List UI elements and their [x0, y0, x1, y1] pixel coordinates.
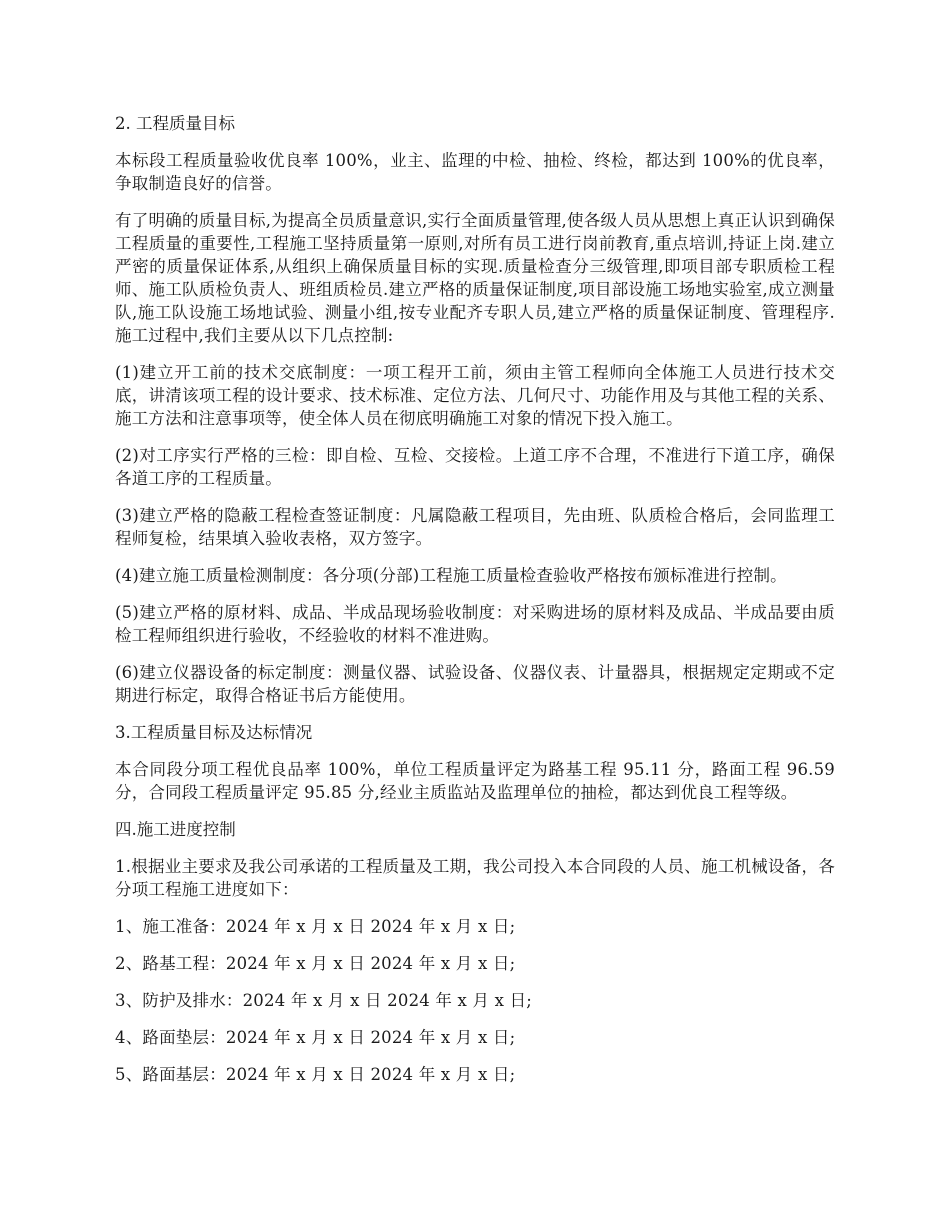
document-page — [115, 112, 835, 1100]
schedule-item-preparation: 1、施工准备：2024 年 x 月 x 日 2024 年 x 月 x 日; — [115, 917, 516, 936]
list-item-technical-briefing: (1)建立开工前的技术交底制度：一项工程开工前，须由主管工程师向全体施工人员进行技术交底，讲清该项工程的设计要求、技术标准、定位方法、几何尺寸、功能作用及与其他工程的关系、施工方法和注意事项等，使全体人员在彻底明确施工对象的情况下投入施工。 — [115, 363, 835, 428]
paragraph-schedule-intro: 1.根据业主要求及我公司承诺的工程质量及工期，我公司投入本合同段的人员、施工机械设备，各分项工程施工进度如下： — [115, 857, 835, 899]
section-heading-quality-results: 3.工程质量目标及达标情况 — [115, 723, 313, 742]
section-heading-schedule-control: 四.施工进度控制 — [115, 820, 236, 839]
section-heading-quality-goal: 2. 工程质量目标 — [115, 114, 235, 133]
paragraph-quality-scores: 本合同段分项工程优良品率 100%，单位工程质量评定为路基工程 95.11 分，路面工程 96.59 分，合同段工程质量评定 95.85 分,经业主质监站及监理单位的抽检，都达到优良工程等级。 — [115, 760, 835, 802]
schedule-item-pavement-cushion: 4、路面垫层：2024 年 x 月 x 日 2024 年 x 月 x 日; — [115, 1028, 516, 1047]
paragraph-quality-target: 本标段工程质量验收优良率 100%，业主、监理的中检、抽检、终检，都达到 100%的优良率，争取制造良好的信誉。 — [115, 151, 835, 193]
schedule-item-subgrade: 2、路基工程：2024 年 x 月 x 日 2024 年 x 月 x 日; — [115, 954, 516, 973]
paragraph-quality-management: 有了明确的质量目标,为提高全员质量意识,实行全面质量管理,使各级人员从思想上真正认识到确保工程质量的重要性,工程施工坚持质量第一原则,对所有员工进行岗前教育,重点培训,持证上岗.建立严密的质量保证体系,从组织上确保质量目标的实现.质量检查分三级管理,即项目部专职质检工程师、施工队质检负责人、班组质检员.建立严格的质量保证制度,项目部设施工场地实验室,成立测量队,施工队设施工场地试验、测量小组,按专业配齐专职人员,建立严格的质量保证制度、管理程序.施工过程中,我们主要从以下几点控制: — [115, 211, 835, 345]
list-item-quality-testing: (4)建立施工质量检测制度：各分项(分部)工程施工质量检查验收严格按布颁标准进行控制。 — [115, 566, 787, 585]
list-item-material-acceptance: (5)建立严格的原材料、成品、半成品现场验收制度：对采购进场的原材料及成品、半成品要由质检工程师组织进行验收，不经验收的材料不准进购。 — [115, 603, 835, 645]
list-item-concealed-works: (3)建立严格的隐蔽工程检查签证制度：凡属隐蔽工程项目，先由班、队质检合格后，会同监理工程师复检，结果填入验收表格，双方签字。 — [115, 506, 835, 548]
schedule-item-pavement-base: 5、路面基层：2024 年 x 月 x 日 2024 年 x 月 x 日; — [115, 1065, 516, 1084]
list-item-three-inspections: (2)对工序实行严格的三检：即自检、互检、交接检。上道工序不合理，不准进行下道工序，确保各道工序的工程质量。 — [115, 446, 835, 488]
schedule-item-protection-drainage: 3、防护及排水：2024 年 x 月 x 日 2024 年 x 月 x 日; — [115, 991, 533, 1010]
list-item-instrument-calibration: (6)建立仪器设备的标定制度：测量仪器、试验设备、仪器仪表、计量器具，根据规定定期或不定期进行标定，取得合格证书后方能使用。 — [115, 663, 835, 705]
